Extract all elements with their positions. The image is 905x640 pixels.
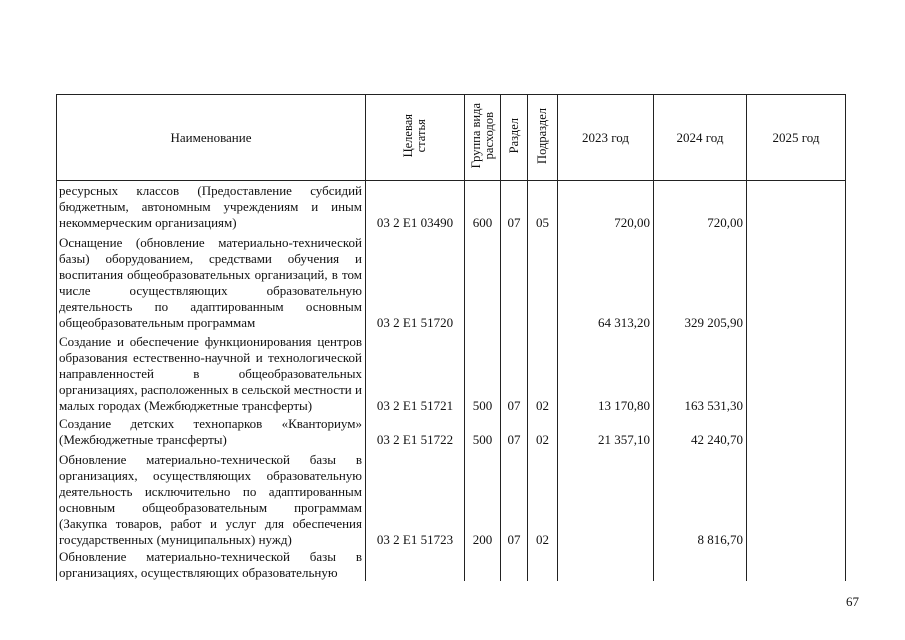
row-2025 bbox=[747, 414, 846, 447]
table-row bbox=[57, 231, 846, 331]
row-2025 bbox=[747, 331, 846, 414]
row-2023 bbox=[558, 548, 654, 581]
header-2024: 2024 год bbox=[654, 95, 747, 181]
row-subsection bbox=[528, 548, 558, 581]
row-2024: 42 240,70 bbox=[654, 414, 747, 447]
header-target: Целевая статья bbox=[366, 95, 465, 181]
row-name: Обновление материально-технической базы в организациях, осуществляющих образовательную bbox=[57, 548, 366, 581]
row-2023: 21 357,10 bbox=[558, 414, 654, 447]
row-2023 bbox=[558, 448, 654, 548]
row-section: 07 bbox=[501, 448, 528, 548]
row-exptype: 600 bbox=[465, 181, 501, 232]
row-section bbox=[501, 231, 528, 331]
row-target: 03 2 E1 51723 bbox=[366, 448, 465, 548]
row-exptype: 500 bbox=[465, 331, 501, 414]
row-subsection bbox=[528, 231, 558, 331]
table-row bbox=[57, 548, 846, 581]
row-2023: 13 170,80 bbox=[558, 331, 654, 414]
row-target: 03 2 E1 03490 bbox=[366, 181, 465, 232]
row-2024: 329 205,90 bbox=[654, 231, 747, 331]
row-subsection: 02 bbox=[528, 331, 558, 414]
row-2024: 720,00 bbox=[654, 181, 747, 232]
page-number: 67 bbox=[846, 594, 859, 609]
row-2024: 163 531,30 bbox=[654, 331, 747, 414]
table-row bbox=[57, 448, 846, 548]
row-exptype: 500 bbox=[465, 414, 501, 447]
row-2023: 720,00 bbox=[558, 181, 654, 232]
row-target: 03 2 E1 51720 bbox=[366, 231, 465, 331]
header-section: Раздел bbox=[501, 95, 528, 181]
table-row bbox=[57, 414, 846, 447]
header-exptype: Группа вида расходов bbox=[465, 95, 501, 181]
row-target bbox=[366, 548, 465, 581]
row-subsection: 02 bbox=[528, 414, 558, 447]
row-2023: 64 313,20 bbox=[558, 231, 654, 331]
header-subsection: Подраздел bbox=[528, 95, 558, 181]
row-2025 bbox=[747, 181, 846, 232]
row-name: Создание детских технопарков «Кванториум» (Межбюджетные трансферты) bbox=[57, 414, 366, 447]
row-section: 07 bbox=[501, 181, 528, 232]
row-exptype: 200 bbox=[465, 448, 501, 548]
row-target: 03 2 E1 51721 bbox=[366, 331, 465, 414]
row-2024 bbox=[654, 548, 747, 581]
table-header-row bbox=[57, 95, 846, 181]
header-name: Наименование bbox=[57, 95, 366, 181]
row-name: Обновление материально-технической базы в организациях, осуществляющих образовательную деятельность исключительно по адаптированным основным общеобразовательным программам (Закупка товаров, работ и услуг для обеспечения государственных (муниципальных) нужд) bbox=[57, 448, 366, 548]
row-subsection: 05 bbox=[528, 181, 558, 232]
row-exptype bbox=[465, 548, 501, 581]
row-2025 bbox=[747, 448, 846, 548]
row-subsection: 02 bbox=[528, 448, 558, 548]
table-row bbox=[57, 181, 846, 232]
budget-table bbox=[56, 94, 846, 581]
row-2025 bbox=[747, 231, 846, 331]
row-section: 07 bbox=[501, 414, 528, 447]
row-section: 07 bbox=[501, 331, 528, 414]
row-name: ресурсных классов (Предоставление субсидий бюджетным, автономным учреждениям и иным некоммерческим организациям) bbox=[57, 181, 366, 232]
row-exptype bbox=[465, 231, 501, 331]
row-2025 bbox=[747, 548, 846, 581]
header-2025: 2025 год bbox=[747, 95, 846, 181]
row-target: 03 2 E1 51722 bbox=[366, 414, 465, 447]
row-section bbox=[501, 548, 528, 581]
row-name: Создание и обеспечение функционирования центров образования естественно-научной и технологической направленностей в общеобразовательных организациях, расположенных в сельской местности и малых городах (Межбюджетные трансферты) bbox=[57, 331, 366, 414]
row-name: Оснащение (обновление материально-технической базы) оборудованием, средствами обучения и воспитания общеобразовательных организаций, в том числе осуществляющих образовательную деятельность по адаптированным основным общеобразовательным программам bbox=[57, 231, 366, 331]
header-2023: 2023 год bbox=[558, 95, 654, 181]
row-2024: 8 816,70 bbox=[654, 448, 747, 548]
table-row bbox=[57, 331, 846, 414]
